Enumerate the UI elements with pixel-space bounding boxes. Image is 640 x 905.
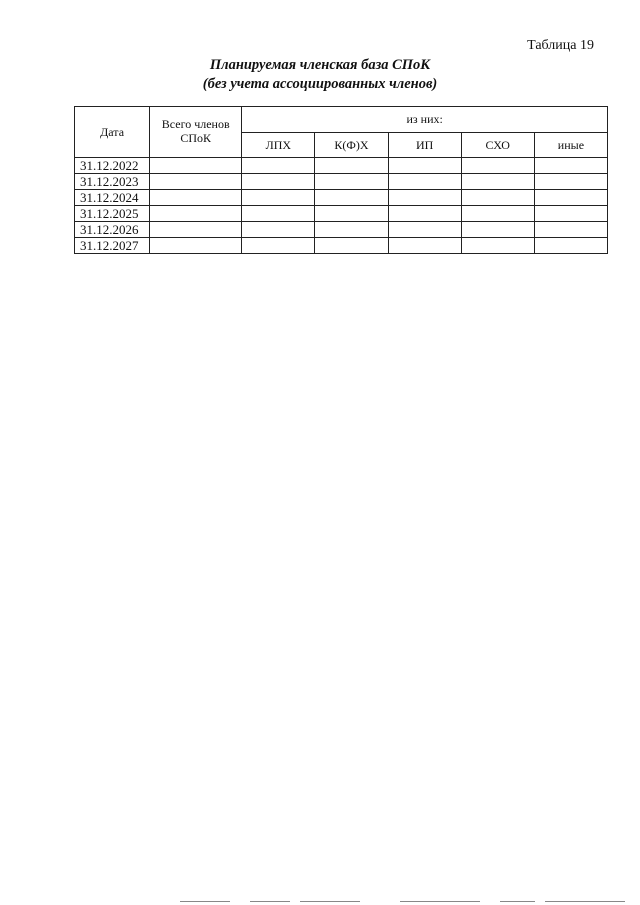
cell-sho — [461, 190, 534, 206]
cell-sho — [461, 158, 534, 174]
row-date: 31.12.2027 — [75, 238, 150, 254]
page-title — [0, 56, 640, 94]
cell-total — [150, 158, 242, 174]
header-total: Всего членов СПоК — [150, 107, 242, 158]
table-row — [75, 174, 608, 190]
header-lph: ЛПХ — [242, 133, 315, 158]
row-date: 31.12.2025 — [75, 206, 150, 222]
footer-rule — [400, 901, 480, 902]
cell-other — [534, 174, 607, 190]
cell-sho — [461, 206, 534, 222]
cell-lph — [242, 174, 315, 190]
title-line-1: Планируемая членская база СПоК — [209, 57, 431, 73]
cell-total — [150, 206, 242, 222]
cell-ip — [388, 238, 461, 254]
cell-total — [150, 190, 242, 206]
header-date: Дата — [75, 107, 150, 158]
cell-ip — [388, 222, 461, 238]
footer-rule — [500, 901, 535, 902]
footer-rule — [545, 901, 625, 902]
footer-rule — [250, 901, 290, 902]
cell-sho — [461, 174, 534, 190]
footer-rule — [300, 901, 360, 902]
cell-lph — [242, 238, 315, 254]
table-number: Таблица 19 — [527, 38, 594, 53]
cell-other — [534, 222, 607, 238]
cell-other — [534, 238, 607, 254]
table-row — [75, 206, 608, 222]
cell-ip — [388, 190, 461, 206]
header-other: иные — [534, 133, 607, 158]
cell-ip — [388, 158, 461, 174]
cell-sho — [461, 222, 534, 238]
cell-total — [150, 222, 242, 238]
header-sho: СХО — [461, 133, 534, 158]
membership-table — [74, 106, 608, 254]
title-line-2: (без учета ассоциированных членов) — [202, 76, 438, 92]
cell-other — [534, 190, 607, 206]
cell-other — [534, 206, 607, 222]
cell-lph — [242, 206, 315, 222]
footer-rule — [180, 901, 230, 902]
row-date: 31.12.2026 — [75, 222, 150, 238]
cell-ip — [388, 206, 461, 222]
cell-total — [150, 238, 242, 254]
header-kfh: К(Ф)Х — [315, 133, 388, 158]
cell-ip — [388, 174, 461, 190]
cell-kfh — [315, 174, 388, 190]
row-date: 31.12.2023 — [75, 174, 150, 190]
cell-other — [534, 158, 607, 174]
cell-lph — [242, 190, 315, 206]
cell-lph — [242, 158, 315, 174]
header-ip: ИП — [388, 133, 461, 158]
row-date: 31.12.2022 — [75, 158, 150, 174]
row-date: 31.12.2024 — [75, 190, 150, 206]
cell-total — [150, 174, 242, 190]
table-row — [75, 238, 608, 254]
cell-kfh — [315, 158, 388, 174]
table-row — [75, 190, 608, 206]
cell-kfh — [315, 206, 388, 222]
cell-kfh — [315, 222, 388, 238]
cell-kfh — [315, 238, 388, 254]
table-row — [75, 222, 608, 238]
cell-sho — [461, 238, 534, 254]
header-of-them: из них: — [242, 107, 608, 133]
table-row — [75, 158, 608, 174]
cell-lph — [242, 222, 315, 238]
cell-kfh — [315, 190, 388, 206]
